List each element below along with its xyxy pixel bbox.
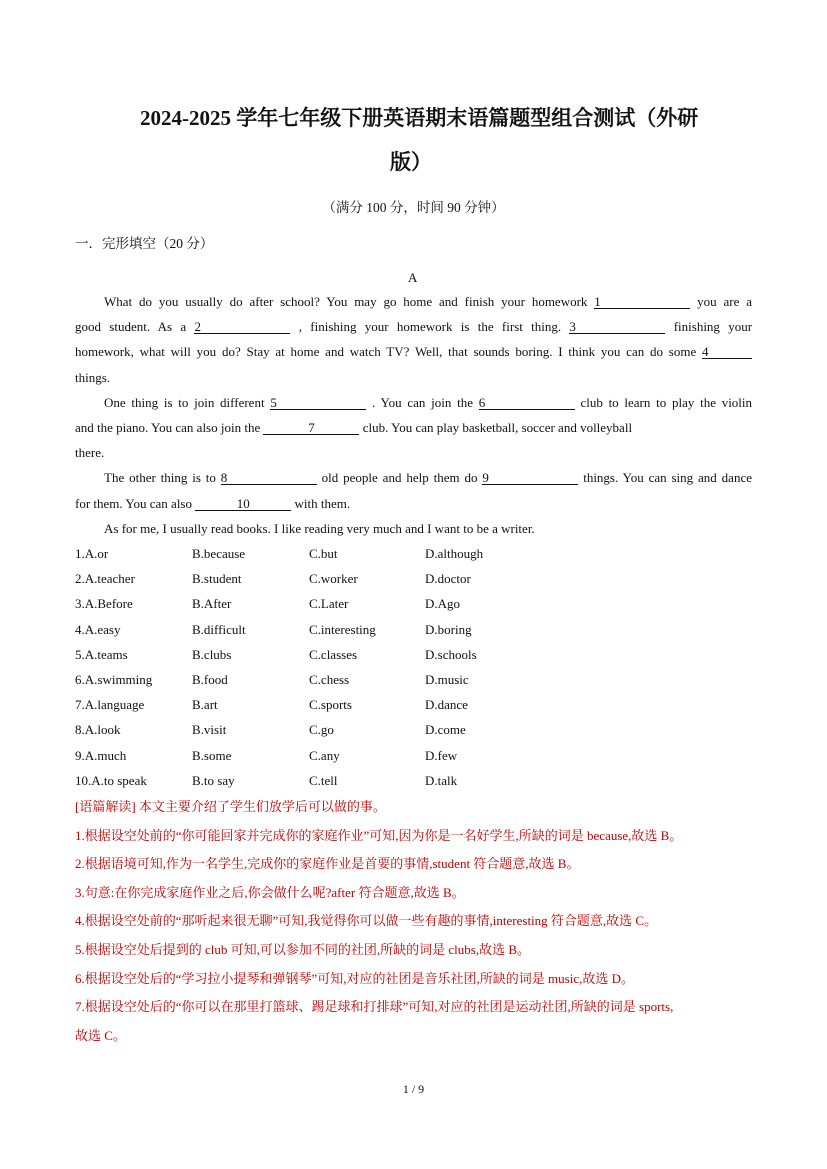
blank-4: 4 [702, 345, 752, 359]
passage-line [75, 420, 752, 436]
passage-text: club. You can play basketball, soccer and volleyball [362, 420, 633, 435]
passage-text: and the piano. You can also join the [75, 420, 261, 435]
passage-line [75, 344, 752, 360]
option-q8-A: 8.A.look [75, 722, 121, 738]
option-q6-A: 6.A.swimming [75, 672, 153, 687]
blank-9: 9 [482, 471, 578, 485]
passage-label: A [408, 270, 418, 285]
analysis-item: 4.根据设空处前的“那听起来很无聊”可知,我觉得你可以做一些有趣的事情,interesting 符合题意,故选 C。 [75, 913, 658, 929]
blank-2: 2 [194, 320, 290, 334]
option-q2-B: B.student [192, 571, 242, 587]
passage-line [104, 521, 752, 537]
passage-line [75, 370, 752, 386]
passage-line [75, 319, 752, 335]
option-q7-C: C.sports [309, 697, 352, 713]
passage-line [75, 445, 752, 461]
passage-text: you are a [697, 294, 753, 309]
passage-text: club to learn to play the violin [580, 394, 753, 410]
analysis-item: 5.根据设空处后提到的 club 可知,可以参加不同的社团,所缺的词是 clubs,故选 B。 [75, 942, 530, 957]
passage-line [104, 294, 752, 310]
option-q6-C: C.chess [309, 672, 350, 687]
passage-line [104, 470, 752, 486]
analysis-summary: [语篇解读] 本文主要介绍了学生们放学后可以做的事。 [75, 799, 386, 814]
option-q10-D: D.talk [425, 772, 458, 788]
analysis-item: 6.根据设空处后的“学习拉小提琴和弹钢琴”可知,对应的社团是音乐社团,所缺的词是 music,故选 D。 [75, 970, 634, 986]
option-q6-D: D.music [425, 672, 469, 687]
passage-text: One thing is to join different [104, 394, 265, 410]
analysis-item: 7.根据设空处后的“你可以在那里打篮球、踢足球和打排球”可知,对应的社团是运动社团,所缺的词是 sports, [75, 999, 674, 1015]
passage-text: finishing your [673, 319, 753, 335]
analysis-item: 故选 C。 [75, 1027, 126, 1043]
passage-text: good student. As a [75, 319, 187, 335]
option-q2-A: 2.A.teacher [75, 571, 135, 587]
option-q2-D: D.doctor [425, 571, 471, 587]
passage-line [75, 496, 752, 512]
option-q3-A: 3.A.Before [75, 596, 133, 612]
option-q4-D: D.boring [425, 621, 472, 637]
option-q10-C: C.tell [309, 772, 338, 788]
option-q5-B: B.clubs [192, 646, 232, 662]
blank-5: 5 [270, 396, 366, 410]
blank-1: 1 [594, 295, 690, 309]
option-q3-B: B.After [192, 596, 232, 612]
blank-6: 6 [479, 396, 575, 410]
option-q7-B: B.art [192, 697, 218, 713]
title-line-2: 版） [390, 150, 432, 174]
option-q8-B: B.visit [192, 722, 227, 738]
passage-text: . You can join the [372, 394, 473, 410]
option-q7-D: D.dance [425, 697, 468, 713]
option-q4-B: B.difficult [192, 621, 246, 637]
passage-text: , finishing your homework is the first thing. [298, 319, 562, 335]
blank-7: 7 [263, 421, 359, 435]
passage-text: for them. You can also [75, 495, 192, 511]
option-q5-C: C.classes [309, 646, 358, 662]
passage-text: The other thing is to [104, 470, 216, 486]
option-q3-D: D.Ago [425, 596, 461, 612]
passage-text: with them. [294, 495, 351, 511]
option-q7-A: 7.A.language [75, 697, 145, 713]
page-number: 1 / 9 [402, 1082, 425, 1096]
passage-text: things. You can sing and dance [583, 470, 752, 486]
option-q1-B: B.because [192, 546, 246, 561]
option-q9-C: C.any [309, 747, 340, 763]
option-q9-B: B.some [192, 747, 232, 763]
option-q10-B: B.to say [192, 772, 235, 788]
option-q10-A: 10.A.to speak [75, 772, 147, 788]
option-q2-C: C.worker [309, 571, 358, 587]
option-q1-C: C.but [309, 546, 338, 561]
blank-8: 8 [221, 471, 317, 485]
option-q8-D: D.come [425, 722, 466, 738]
option-q6-B: B.food [192, 672, 228, 687]
blank-3: 3 [569, 320, 665, 334]
option-q3-C: C.Later [309, 596, 349, 612]
passage-text: there. [75, 445, 105, 461]
passage-text: old people and help them do [321, 470, 478, 486]
analysis-item: 3.句意:在你完成家庭作业之后,你会做什么呢?after 符合题意,故选 B。 [75, 884, 465, 900]
passage-line [104, 395, 752, 411]
option-q9-D: D.few [425, 747, 458, 763]
subtitle: （满分 100 分，时间 90 分钟） [322, 200, 505, 215]
passage-text: As for me, I usually read books. I like reading very much and I want to be a writer. [104, 520, 535, 536]
option-q1-A: 1.A.or [75, 546, 109, 561]
passage-text: things. [75, 369, 111, 385]
option-q1-D: D.although [425, 546, 484, 561]
blank-10: 10 [195, 497, 291, 511]
option-q8-C: C.go [309, 722, 334, 738]
section-heading: 一．完形填空（20 分） [75, 236, 214, 251]
analysis-item: 2.根据语境可知,作为一名学生,完成你的家庭作业是首要的事情,student 符合题意,故选 B。 [75, 856, 580, 872]
passage-text: homework, what will you do? Stay at home and watch TV? Well, that sounds boring. I think you can do some [75, 344, 697, 360]
option-q9-A: 9.A.much [75, 747, 127, 763]
option-q5-D: D.schools [425, 646, 477, 662]
option-q4-C: C.interesting [309, 621, 376, 637]
analysis-item: 1.根据设空处前的“你可能回家并完成你的家庭作业”可知,因为你是一名好学生,所缺的词是 because,故选 B。 [75, 827, 683, 843]
option-q5-A: 5.A.teams [75, 646, 128, 662]
option-q4-A: 4.A.easy [75, 621, 121, 637]
passage-text: What do you usually do after school? You may go home and finish your homework [104, 294, 588, 309]
title-line-1: 2024-2025 学年七年级下册英语期末语篇题型组合测试（外研 [140, 106, 699, 130]
